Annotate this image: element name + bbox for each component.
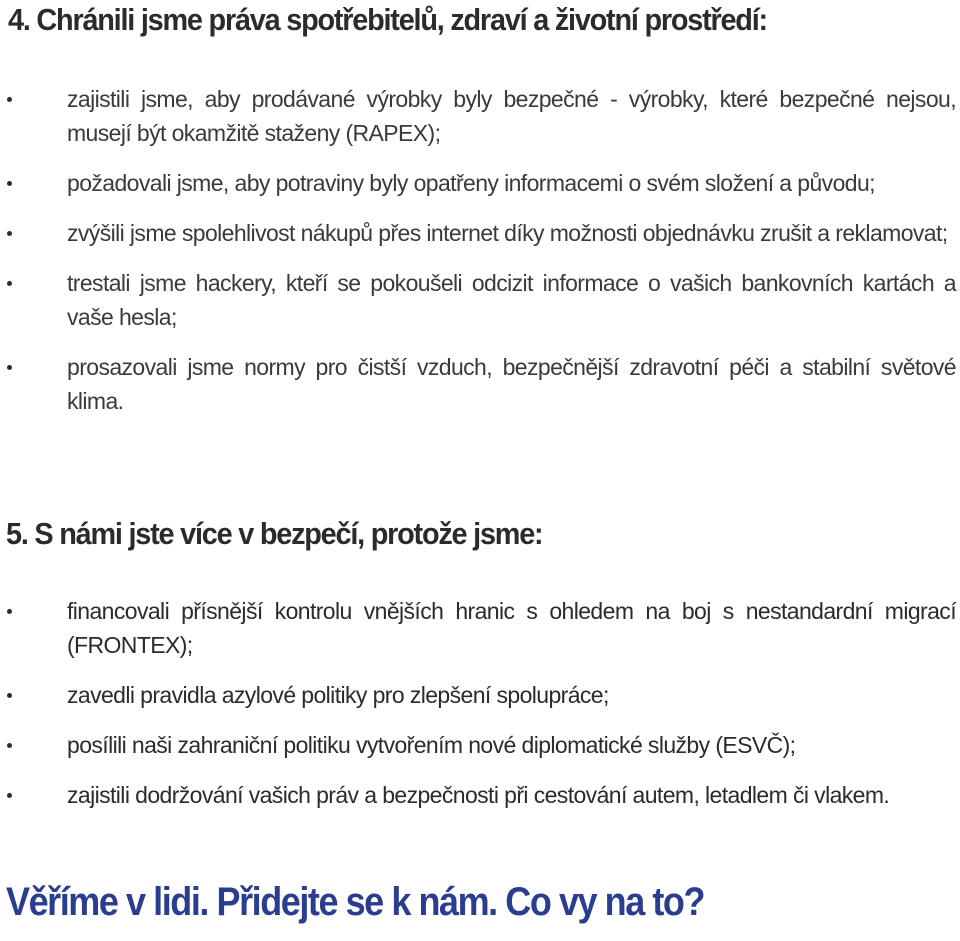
list-item <box>0 216 960 250</box>
bullet-icon <box>7 181 12 186</box>
list-item-text: požadovali jsme, aby potraviny byly opatřeny informacemi o svém složení a původu; <box>67 170 875 196</box>
list-item <box>0 350 960 418</box>
list-item <box>0 82 960 150</box>
list-item-text: zvýšili jsme spolehlivost nákupů přes internet díky možnosti objednávku zrušit a reklamovat; <box>67 220 948 246</box>
list-item-text: financovali přísnější kontrolu vnějších hranic s ohledem na boj s nestandardní migrací (FRONTEX); <box>67 598 956 658</box>
list-item-text: trestali jsme hackery, kteří se pokoušeli odcizit informace o vašich bankovních kartách a vaše hesla; <box>67 270 956 330</box>
bullet-icon <box>7 743 12 748</box>
section-5-heading: 5. S námi jste více v bezpečí, protože jsme: <box>6 516 543 551</box>
bullet-icon <box>7 231 12 236</box>
section-5-list <box>0 594 960 812</box>
list-item-text: prosazovali jsme normy pro čistší vzduch, bezpečnější zdravotní péči a stabilní světové klima. <box>67 354 956 414</box>
bullet-icon <box>7 97 12 102</box>
list-item <box>0 728 960 762</box>
bullet-icon <box>7 793 12 798</box>
list-item-text: posílili naši zahraniční politiku vytvořením nové diplomatické služby (ESVČ); <box>67 732 796 758</box>
list-item-text: zajistili dodržování vašich práv a bezpečnosti při cestování autem, letadlem či vlakem. <box>67 782 890 808</box>
section-4-heading: 4. Chránili jsme práva spotřebitelů, zdraví a životní prostředí: <box>8 2 767 37</box>
bullet-icon <box>7 693 12 698</box>
list-item-text: zavedli pravidla azylové politiky pro zlepšení spolupráce; <box>67 682 609 708</box>
bullet-icon <box>7 281 12 286</box>
list-item <box>0 266 960 334</box>
list-item-text: zajistili jsme, aby prodávané výrobky byly bezpečné - výrobky, které bezpečné nejsou, musejí být okamžitě staženy (RAPEX); <box>67 86 956 146</box>
bullet-icon <box>7 365 12 370</box>
section-4-list <box>0 82 960 418</box>
list-item <box>0 594 960 662</box>
list-item <box>0 166 960 200</box>
slogan: Věříme v lidi. Přidejte se k nám. Co vy na to? <box>6 880 705 924</box>
list-item <box>0 778 960 812</box>
list-item <box>0 678 960 712</box>
bullet-icon <box>7 609 12 614</box>
